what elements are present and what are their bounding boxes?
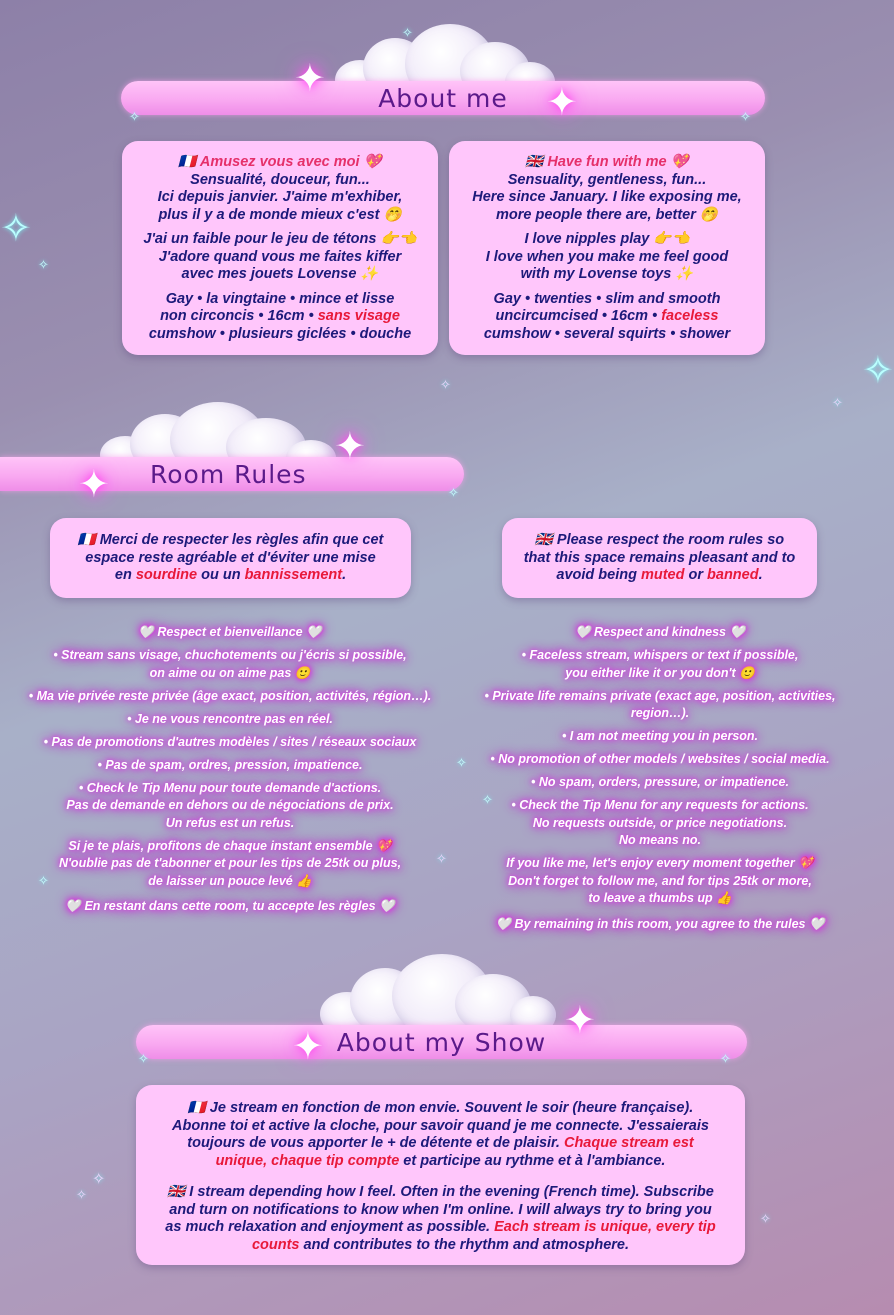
rules-fr-intro-text: ou un <box>197 567 245 583</box>
rule-item <box>20 711 440 729</box>
rules-en-intro-line: that this space remains pleasant and to <box>523 549 796 566</box>
about-show-fr-line <box>136 1153 745 1171</box>
rule-line: • Check the Tip Menu for any requests for actions. <box>511 798 809 812</box>
small-star-icon: ✧ <box>38 257 49 272</box>
about-show-banner <box>136 1025 747 1059</box>
rules-en-intro-line: 🇬🇧 Please respect the room rules so <box>534 532 785 548</box>
sparkle-star-icon: ✦ <box>78 464 110 506</box>
about-me-fr-text: non circoncis • 16cm • <box>160 308 318 324</box>
cloud-decoration <box>320 952 560 1028</box>
small-star-icon: ✧ <box>402 25 413 40</box>
small-star-icon: ✧ <box>138 1051 149 1066</box>
rules-fr-intro-highlight: bannissement <box>244 567 343 583</box>
rules-fr-intro-highlight: sourdine <box>135 567 198 583</box>
rules-en-intro-highlight: muted <box>640 567 685 583</box>
about-me-fr-line: Ici depuis janvier. J'aime m'exhiber, <box>157 189 403 205</box>
about-show-fr-text: et participe au rythme et à l'ambiance. <box>399 1152 666 1169</box>
rule-line: de laisser un pouce levé 👍 <box>148 873 312 888</box>
about-me-fr-line: Sensualité, douceur, fun... <box>190 171 370 188</box>
small-star-icon: ✧ <box>720 1051 731 1066</box>
rule-item <box>20 624 440 642</box>
rule-item <box>20 780 440 833</box>
rules-fr-intro-text: . <box>342 567 347 583</box>
about-me-fr-line: avec mes jouets Lovense ✨ <box>181 266 379 282</box>
small-star-icon: ✧ <box>129 109 140 124</box>
rule-item <box>460 797 860 850</box>
rule-line: to leave a thumbs up 👍 <box>588 891 732 905</box>
about-me-en-line: more people there are, better 🤭 <box>496 206 718 223</box>
rule-line: • Private life remains private (exact age, position, activities, region…). <box>484 688 836 720</box>
about-me-en-card <box>449 141 765 355</box>
small-star-icon: ✧ <box>38 873 49 888</box>
about-show-fr-line: 🇫🇷 Je stream en fonction de mon envie. Souvent le soir (heure française). <box>187 1100 694 1116</box>
small-star-icon: ✧ <box>440 377 451 392</box>
small-star-icon: ✧ <box>482 792 493 807</box>
rules-en-intro-text: or <box>684 567 708 583</box>
rules-en-intro-highlight: banned <box>707 567 759 583</box>
about-show-en-line <box>136 1219 745 1237</box>
about-me-fr-line <box>122 308 438 326</box>
about-show-fr-highlight: unique, chaque tip compte <box>215 1152 400 1169</box>
about-show-fr-highlight: Chaque stream est <box>563 1135 694 1151</box>
small-star-icon: ✧ <box>92 1171 106 1188</box>
small-star-icon: ✧ <box>0 208 32 250</box>
about-show-fr-line <box>136 1135 745 1153</box>
rule-line: • Check le Tip Menu pour toute demande d'actions. <box>78 780 382 795</box>
small-star-icon: ✧ <box>832 395 843 410</box>
rule-line: • No promotion of other models / websites / social media. <box>490 752 830 766</box>
rule-line: 🤍 En restant dans cette room, tu accepte les règles 🤍 <box>65 899 395 913</box>
sparkle-star-icon: ✦ <box>294 58 326 100</box>
sparkle-star-icon: ✦ <box>564 1000 596 1042</box>
rules-en-intro-text: avoid being <box>556 567 641 583</box>
rule-line: 🤍 By remaining in this room, you agree to the rules 🤍 <box>495 916 825 931</box>
rule-item <box>460 916 860 934</box>
rules-en-list <box>460 624 860 939</box>
rule-line: • Pas de promotions d'autres modèles / sites / réseaux sociaux <box>43 734 417 749</box>
about-me-fr-line: plus il y a de monde mieux c'est 🤭 <box>158 206 402 223</box>
rules-fr-intro-line <box>50 567 411 585</box>
about-me-en-line: Sensuality, gentleness, fun... <box>507 171 707 188</box>
about-show-card <box>136 1085 745 1265</box>
about-show-en-highlight: counts <box>251 1236 300 1253</box>
room-rules-banner <box>0 457 464 491</box>
small-star-icon: ✧ <box>456 755 467 770</box>
small-star-icon: ✧ <box>740 109 751 124</box>
rule-line: • No spam, orders, pressure, or impatience. <box>531 775 789 789</box>
about-me-en-line: Here since January. I like exposing me, <box>472 189 742 205</box>
rule-item <box>460 751 860 769</box>
rule-item <box>20 688 440 706</box>
about-me-en-highlight: faceless <box>661 308 719 324</box>
cloud-decoration <box>100 400 340 464</box>
about-show-en-text: and contributes to the rhythm and atmosphere. <box>299 1236 630 1253</box>
rule-line: • Ma vie privée reste privée (âge exact, position, activités, région…). <box>28 688 432 703</box>
rule-line: • Faceless stream, whispers or text if possible, <box>521 648 799 662</box>
rule-line: N'oublie pas de t'abonner et pour les tips de 25tk ou plus, <box>58 856 402 870</box>
about-me-en-text: uncircumcised • 16cm • <box>495 308 662 324</box>
about-show-fr-line: Abonne toi et active la cloche, pour savoir quand je me connecte. J'essaierais <box>172 1117 709 1134</box>
rule-item <box>460 774 860 792</box>
rule-item <box>460 647 860 682</box>
small-star-icon: ✧ <box>448 485 459 500</box>
rule-line: on aime ou on aime pas 🙂 <box>149 665 311 680</box>
rule-line: 🤍 Respect and kindness 🤍 <box>574 625 746 639</box>
about-me-en-line: I love when you make me feel good <box>485 248 729 265</box>
rules-fr-intro-line: 🇫🇷 Merci de respecter les règles afin que cet <box>77 532 384 548</box>
rules-en-intro-text: . <box>758 567 763 583</box>
rule-line: Don't forget to follow me, and for tips 25tk or more, <box>508 873 812 888</box>
rule-line: No means no. <box>619 833 701 847</box>
about-me-en-line: Gay • twenties • slim and smooth <box>493 290 721 307</box>
about-show-en-line: 🇬🇧 I stream depending how I feel. Often in the evening (French time). Subscribe <box>167 1184 714 1200</box>
about-me-en-line: cumshow • several squirts • shower <box>483 325 731 342</box>
rule-item <box>460 624 860 642</box>
about-me-fr-line: cumshow • plusieurs giclées • douche <box>148 325 412 342</box>
rule-line: No requests outside, or price negotiations. <box>532 815 788 830</box>
rule-item <box>20 838 440 891</box>
about-show-en-line: and turn on notifications to know when I'm online. I will always try to bring you <box>169 1201 712 1218</box>
rules-en-intro-line <box>502 567 817 585</box>
rules-fr-list <box>20 624 440 921</box>
rule-item <box>460 728 860 746</box>
small-star-icon: ✧ <box>862 350 894 392</box>
about-show-en-text: as much relaxation and enjoyment as possible. <box>165 1219 495 1235</box>
about-me-fr-card <box>122 141 438 355</box>
about-me-banner <box>121 81 765 115</box>
about-show-title: About my Show <box>336 1027 547 1057</box>
rule-line: Si je te plais, profitons de chaque instant ensemble 💖 <box>68 838 392 853</box>
rule-line: you either like it or you don't 🙂 <box>565 665 755 680</box>
rule-item <box>460 688 860 723</box>
about-me-fr-line: J'adore quand vous me faites kiffer <box>158 248 402 265</box>
room-rules-title: Room Rules <box>150 459 307 489</box>
rules-fr-intro-line: espace reste agréable et d'éviter une mise <box>85 549 376 566</box>
about-me-title: About me <box>378 83 508 113</box>
rule-line: • I am not meeting you in person. <box>561 729 759 743</box>
about-me-fr-heading: 🇫🇷 Amusez vous avec moi 💖 <box>178 154 382 170</box>
about-me-en-line: with my Lovense toys ✨ <box>520 266 694 282</box>
rule-line: Un refus est un refus. <box>165 815 295 830</box>
rule-item <box>20 757 440 775</box>
about-me-en-line <box>449 308 765 326</box>
small-star-icon: ✧ <box>76 1187 87 1202</box>
rule-line: Pas de demande en dehors ou de négociations de prix. <box>66 798 394 812</box>
about-me-en-line: I love nipples play 👉👈 <box>524 231 690 247</box>
about-show-en-highlight: Each stream is unique, every tip <box>494 1219 716 1235</box>
about-me-fr-line: Gay • la vingtaine • mince et lisse <box>165 290 395 307</box>
small-star-icon: ✧ <box>436 851 447 866</box>
about-me-en-heading: 🇬🇧 Have fun with me 💖 <box>525 154 689 170</box>
rule-line: • Stream sans visage, chuchotements ou j'écris si possible, <box>53 648 407 662</box>
sparkle-star-icon: ✦ <box>334 426 366 468</box>
rules-en-intro-card <box>502 518 817 598</box>
rule-item <box>20 898 440 916</box>
rules-fr-intro-card <box>50 518 411 598</box>
about-me-fr-line: J'ai un faible pour le jeu de tétons 👉👈 <box>143 231 417 247</box>
rules-fr-intro-text: en <box>114 567 136 583</box>
about-show-fr-text: toujours de vous apporter le + de détente et de plaisir. <box>187 1135 564 1151</box>
about-me-fr-highlight: sans visage <box>317 308 400 324</box>
sparkle-star-icon: ✦ <box>546 82 578 124</box>
sparkle-star-icon: ✦ <box>292 1026 324 1068</box>
rule-item <box>20 734 440 752</box>
rule-line: • Pas de spam, ordres, pression, impatience. <box>97 757 363 772</box>
rule-item <box>460 855 860 908</box>
rule-line: 🤍 Respect et bienveillance 🤍 <box>138 625 322 639</box>
small-star-icon: ✧ <box>760 1211 771 1226</box>
rule-item <box>20 647 440 682</box>
rule-line: If you like me, let's enjoy every moment together 💖 <box>506 856 814 870</box>
about-show-en-line <box>136 1237 745 1255</box>
rule-line: • Je ne vous rencontre pas en réel. <box>127 711 333 726</box>
